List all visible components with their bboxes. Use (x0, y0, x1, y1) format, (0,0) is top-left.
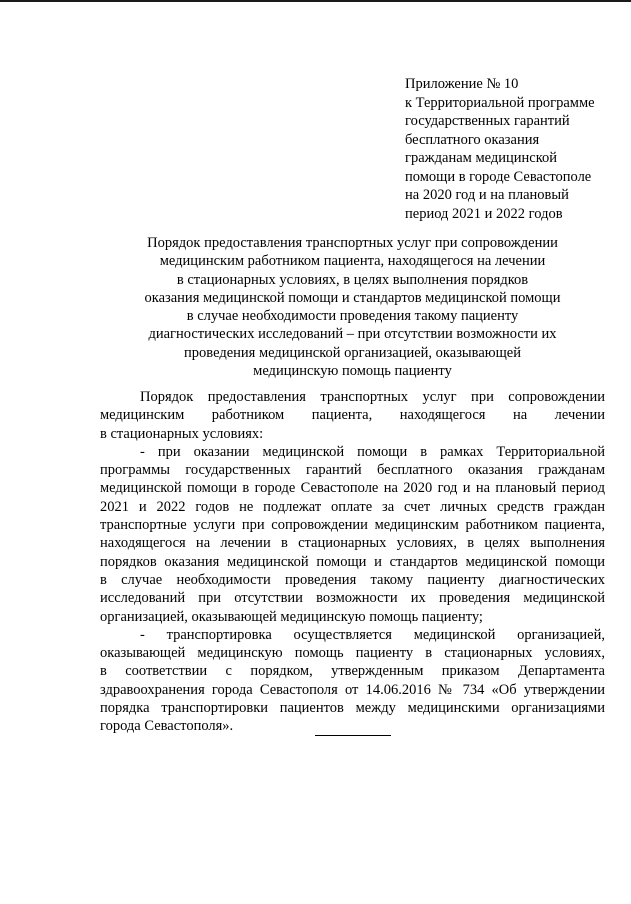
annex-line: государственных гарантий (405, 113, 570, 129)
body-line: 2021 и 2022 годов не подлежат оплате за счет личных средств граждан (100, 498, 605, 515)
body-line: исследований при отсутствии возможности их проведения медицинской (100, 590, 605, 607)
annex-line: бесплатного оказания (405, 131, 540, 148)
title-line: медицинскую помощь пациенту (253, 363, 452, 380)
body-line: - транспортировка осуществляется медицинской организацией, (140, 626, 605, 643)
title-line: в стационарных условиях, в целях выполнения порядков (176, 271, 529, 288)
title-line: медицинским работником пациента, находящегося на лечении (159, 253, 546, 270)
body-line: порядка транспортировки пациентов между медицинскими организациями (100, 700, 605, 717)
annex-line: Приложение № 10 (405, 76, 519, 92)
body-line: Порядок предоставления транспортных услуг при сопровождении (140, 389, 605, 405)
body-line: города Севастополя». (100, 718, 234, 735)
body-line: находящегося на лечении в стационарных условиях, в целях выполнения (100, 535, 605, 552)
body-line: в стационарных условиях: (100, 425, 264, 442)
list-item-first (100, 443, 605, 626)
title-line: Порядок предоставления транспортных услуг при сопровождении (147, 235, 558, 251)
body-line: организацией, оказывающей медицинскую помощь пациенту; (100, 608, 483, 625)
annex-line: к Территориальной программе (405, 94, 595, 111)
body-line: программы государственных гарантий бесплатного оказания гражданам (100, 462, 605, 479)
body-line: здравоохранения города Севастополя от 14.06.2016 № 734 «Об утверждении (100, 681, 605, 698)
intro-paragraph (100, 388, 605, 443)
title-line: диагностических исследований – при отсутствии возможности их (148, 326, 557, 343)
body-line: в соответствии с порядком, утвержденным приказом Департамента (100, 663, 605, 680)
body-line: оказывающей медицинскую помощь пациенту в стационарных условиях, (100, 645, 605, 662)
title-line: проведения медицинской организацией, оказывающей (184, 344, 521, 361)
body-line: порядков оказания медицинской помощи и стандартов медицинской помощи (100, 553, 605, 570)
document-body (100, 388, 605, 736)
title-line: в случае необходимости проведения такому пациенту (186, 308, 519, 325)
annex-line: период 2021 и 2022 годов (405, 205, 563, 222)
list-item-second (100, 626, 605, 736)
body-line: медицинским работником пациента, находящегося на лечении (100, 407, 605, 424)
scan-top-edge (0, 0, 631, 2)
annex-line: гражданам медицинской (405, 150, 558, 166)
closing-rule (315, 735, 391, 736)
body-line: - при оказании медицинской помощи в рамках Территориальной (140, 443, 605, 460)
body-line: в случае необходимости проведения такому пациенту диагностических (100, 571, 605, 588)
title-line: оказания медицинской помощи и стандартов медицинской помощи (144, 289, 561, 306)
annex-header (405, 75, 625, 223)
body-line: транспортные услуги при сопровождении медицинским работником пациента, (100, 517, 605, 534)
body-line: медицинской помощи в городе Севастополе на 2020 год и на плановый период (100, 480, 605, 497)
annex-line: на 2020 год и на плановый (405, 187, 569, 203)
annex-line: помощи в городе Севастополе (405, 168, 592, 185)
document-title (100, 234, 605, 380)
